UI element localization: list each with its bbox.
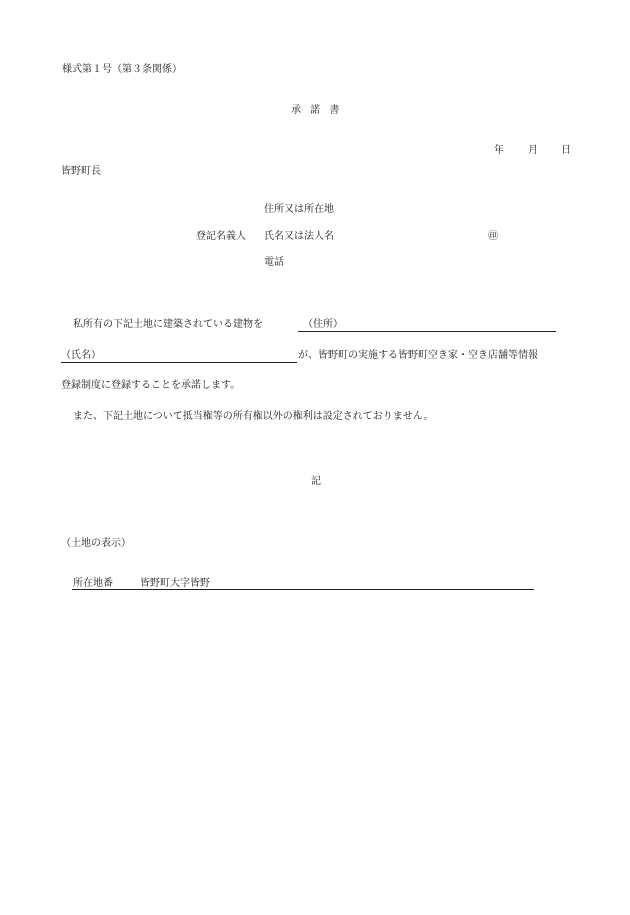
document-title: 承 諾 書: [291, 105, 343, 116]
land-location-underline: [72, 589, 534, 590]
land-location-value: 皆野町大字皆野: [140, 578, 210, 589]
body-line-1: 私所有の下記土地に建築されている建物を: [73, 319, 263, 330]
applicant-address-label: 住所又は所在地: [264, 204, 334, 215]
date-month: 月: [528, 145, 538, 156]
land-section-title: （土地の表示）: [61, 538, 131, 549]
address-field: （住所）: [303, 319, 343, 330]
date-year: 年: [494, 145, 504, 156]
body-line-2: が、皆野町の実施する皆野町空き家・空き店舗等情報: [298, 350, 538, 361]
ki-heading: 記: [311, 476, 321, 487]
seal-mark: ㊞: [488, 231, 498, 242]
applicant-phone-label: 電話: [264, 257, 284, 268]
date-day: 日: [561, 145, 571, 156]
form-label: 様式第１号（第３条関係）: [62, 64, 182, 75]
name-underline: [61, 362, 297, 363]
applicant-name-label: 氏名又は法人名: [264, 231, 334, 242]
applicant-role-label: 登記名義人: [196, 231, 246, 242]
name-field: （氏名）: [61, 350, 101, 361]
body-line-4: また、下記土地について抵当権等の所有権以外の権利は設定されておりません。: [73, 411, 434, 422]
address-underline: [298, 331, 556, 332]
body-line-3: 登録制度に登録することを承諾します。: [61, 380, 241, 391]
addressee: 皆野町長: [61, 166, 101, 177]
land-location-label: 所在地番: [73, 578, 113, 589]
